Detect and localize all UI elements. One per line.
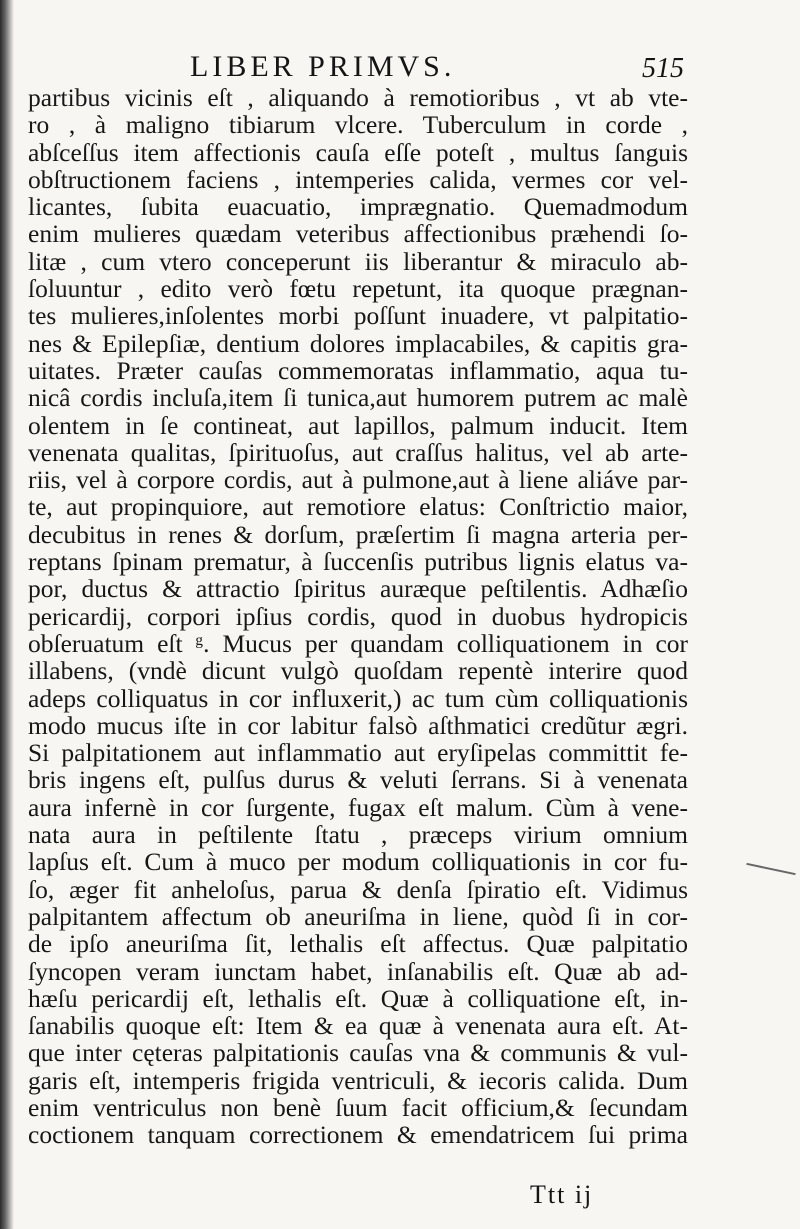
- text-line: decubitus in renes & dorſum, præſertim ſi magna arteria per-: [28, 519, 688, 549]
- text-line: reptans ſpinam prematur, à ſuccenſis putribus lignis elatus va-: [28, 547, 688, 577]
- text-line: bris ingens eſt, pulſus durus & veluti ſerrans. Si à venenata: [28, 765, 688, 795]
- text-line: ſanabilis quoque eſt: Item & ea quæ à venenata aura eſt. At-: [28, 1011, 688, 1041]
- text-line: licantes, ſubita euacuatio, imprægnatio. Quemadmodum: [28, 192, 688, 222]
- text-line: coctionem tanquam correctionem & emendatricem ſui prima: [28, 1120, 688, 1150]
- text-line: palpitantem affectum ob aneuriſma in liene, quòd ſi in cor-: [28, 901, 688, 931]
- text-line: litæ , cum vtero conceperunt iis liberantur & miraculo ab-: [28, 246, 688, 276]
- text-line: riis, vel à corpore cordis, aut à pulmone,aut à liene aliáve par-: [28, 465, 688, 495]
- text-line: que inter cęteras palpitationis cauſas vna & communis & vul-: [28, 1038, 688, 1068]
- running-title: LIBER PRIMVS.: [190, 50, 456, 83]
- text-line: ſyncopen veram iunctam habet, inſanabilis eſt. Quæ ab ad-: [28, 956, 688, 986]
- text-line: partibus vicinis eſt , aliquando à remotioribus , vt ab vte-: [28, 83, 688, 112]
- signature-mark: Ttt ij: [530, 1180, 594, 1209]
- text-line: lapſus eſt. Cum à muco per modum colliquationis in cor fu-: [28, 847, 688, 877]
- text-line: abſceſſus item affectionis cauſa eſſe poteſt , multus ſanguis: [28, 137, 688, 167]
- text-line: enim mulieres quædam veteribus affectionibus præhendi ſo-: [28, 219, 688, 249]
- text-line: te, aut propinquiore, aut remotiore elatus: Conſtrictio maior,: [28, 492, 688, 522]
- text-line: nicâ cordis incluſa,item ſi tunica,aut humorem putrem ac malè: [28, 383, 688, 413]
- text-line: obſeruatum eſt ᵍ. Mucus per quandam colliquationem in cor: [28, 628, 688, 658]
- text-line: garis eſt, intemperis frigida ventriculi, & iecoris calida. Dum: [28, 1065, 688, 1095]
- margin-ink-mark: [746, 863, 795, 875]
- text-line: de ipſo aneuriſma ſit, lethalis eſt affectus. Quæ palpitatio: [28, 929, 688, 959]
- text-line: enim ventriculus non benè ſuum facit officium,& ſecundam: [28, 1092, 688, 1122]
- text-line: olentem in ſe contineat, aut lapillos, palmum inducit. Item: [28, 410, 688, 440]
- text-line: ſo, æger fit anheloſus, parua & denſa ſpiratio eſt. Vidimus: [28, 874, 688, 904]
- text-line: venenata qualitas, ſpirituoſus, aut craſſus halitus, vel ab arte-: [28, 437, 688, 467]
- text-line: obſtructionem faciens , intemperies calida, vermes cor vel-: [28, 164, 688, 194]
- text-line: hæſu pericardij eſt, lethalis eſt. Quæ à colliquatione eſt, in-: [28, 983, 688, 1013]
- text-line: tes mulieres,inſolentes morbi poſſunt inuadere, vt palpitatio-: [28, 301, 688, 331]
- text-line: nata aura in peſtilente ſtatu , præceps virium omnium: [28, 820, 688, 850]
- text-line: adeps colliquatus in cor influxerit,) ac tum cùm colliquationis: [28, 683, 688, 713]
- page-binding-shadow: [0, 0, 14, 1229]
- text-line: nes & Epilepſiæ, dentium dolores implacabiles, & capitis gra-: [28, 328, 688, 358]
- text-line: pericardij, corpori ipſius cordis, quod in duobus hydropicis: [28, 601, 688, 631]
- text-line: ro , à maligno tibiarum vlcere. Tuberculum in corde ,: [28, 110, 688, 140]
- body-text: [28, 84, 688, 1149]
- text-line: modo mucus iſte in cor labitur falsò aſthmatici credũtur ægri.: [28, 710, 688, 740]
- text-line: por, ductus & attractio ſpiritus auræque peſtilentis. Adhæſio: [28, 574, 688, 604]
- text-line: illabens, (vndè dicunt vulgò quoſdam repentè interire quod: [28, 656, 688, 686]
- page-number: 515: [642, 53, 684, 84]
- text-line: uitates. Præter cauſas commemoratas inflammatio, aqua tu-: [28, 355, 688, 385]
- text-line: aura infernè in cor ſurgente, fugax eſt malum. Cùm à vene-: [28, 792, 688, 822]
- text-line: Si palpitationem aut inflammatio aut eryſipelas committit fe-: [28, 738, 688, 768]
- text-line: ſoluuntur , edito verò fœtu repetunt, ita quoque prægnan-: [28, 274, 688, 304]
